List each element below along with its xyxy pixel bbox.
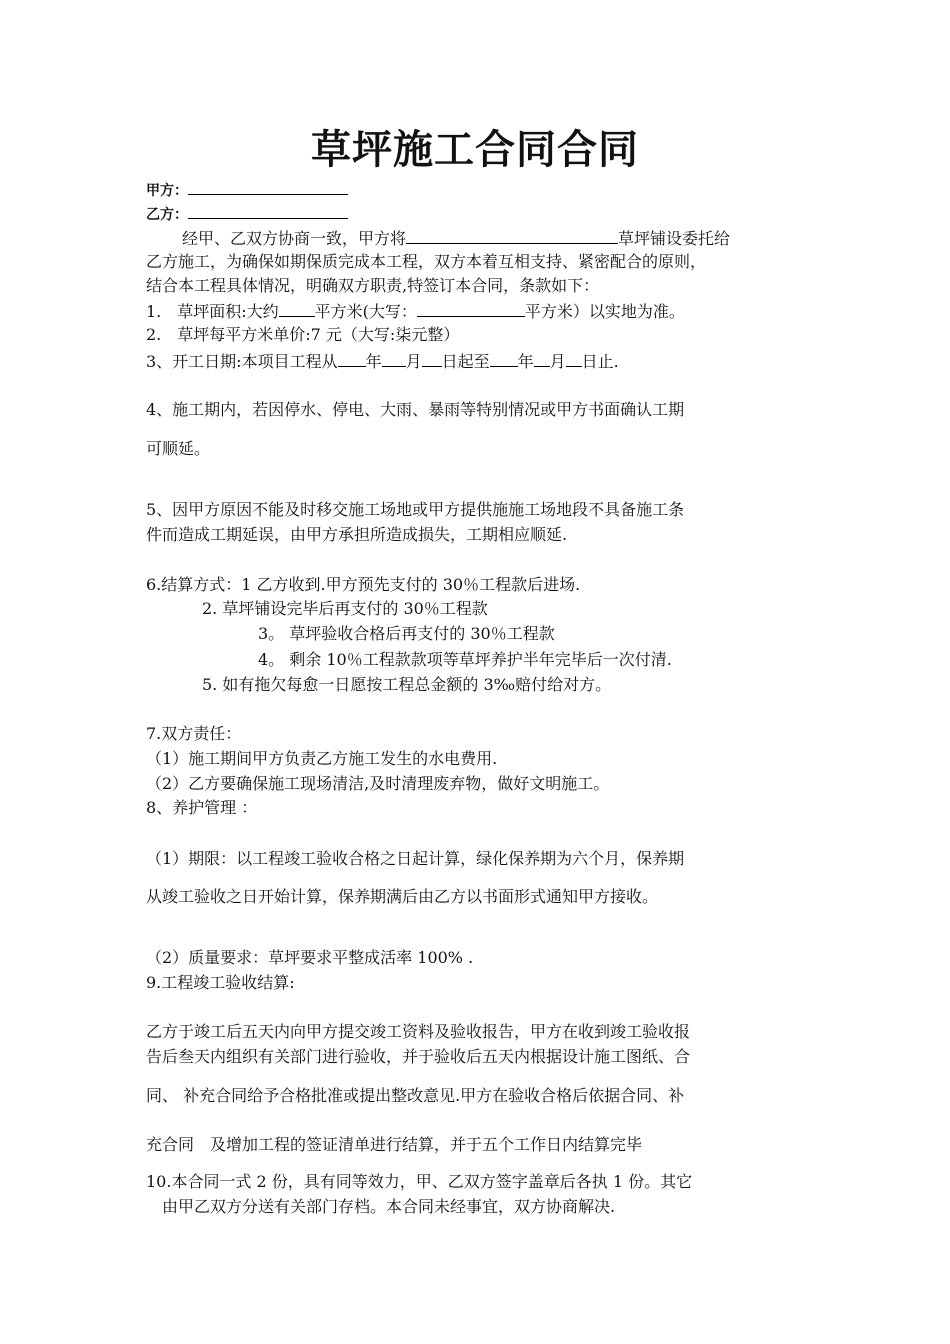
intro-text-b: 草坪铺设委托给 (618, 229, 731, 248)
clause-3-to: 日起至 (441, 352, 490, 371)
clause-6-line-2: 2. 草坪铺设完毕后再支付的 30％工程款 (202, 599, 488, 618)
party-b-blank (188, 201, 348, 219)
party-a-label: 甲方： (146, 183, 188, 199)
clause-3-text-a: 3、开工日期:本项目工程从 (146, 352, 338, 371)
intro-line-2: 乙方施工，为确保如期保质完成本工程，双方本着互相支持、紧密配合的原则， (146, 252, 707, 271)
end-month-blank (534, 349, 550, 367)
clause-7-item-1: （1）施工期间甲方负责乙方施工发生的水电费用. (146, 749, 498, 768)
area-capital-blank (417, 299, 525, 317)
clause-6-line-1: 6.结算方式：1 乙方收到.甲方预先支付的 30％工程款后进场. (146, 575, 581, 594)
clause-1-text-c: 平方米）以实地为准。 (524, 302, 685, 321)
party-b-line (146, 201, 348, 226)
clause-9-line-2: 告后叁天内组织有关部门进行验收，并于验收后五天内根据设计施工图纸、合 (146, 1047, 691, 1066)
clause-4-line-2: 可顺延。 (146, 439, 211, 458)
start-month-blank (382, 349, 406, 367)
clause-3-year: 年 (365, 352, 382, 371)
clause-8-item-2: （2）质量要求：草坪要求平整成活率 100% . (146, 948, 474, 967)
party-b-label: 乙方： (146, 207, 188, 223)
clause-3-end: 日止. (581, 352, 619, 371)
clause-6-line-3: 3。 草坪验收合格后再支付的 30％工程款 (258, 624, 555, 643)
intro-line-3: 结合本工程具体情况，明确双方职责,特签订本合同，条款如下： (146, 276, 600, 295)
party-a-blank (188, 177, 348, 195)
document-title: 草坪施工合同合同 (311, 126, 639, 173)
clause-10-line-1: 10.本合同一式 2 份，具有同等效力，甲、乙双方签字盖章后各执 1 份。其它 (146, 1172, 693, 1191)
clause-7-item-2: （2）乙方要确保施工现场清洁,及时清理废弃物，做好文明施工。 (146, 774, 610, 793)
clause-1-text-a: 1. 草坪面积:大约 (146, 302, 279, 321)
clause-4-line-1: 4、施工期内，若因停水、停电、大雨、暴雨等特别情况或甲方书面确认工期 (146, 400, 685, 419)
clause-9-line-3: 同、 补充合同给予合格批准或提出整改意见.甲方在验收合格后依据合同、补 (146, 1086, 685, 1105)
clause-8-heading: 8、养护管理 ： (146, 798, 258, 817)
clause-6-line-5: 5. 如有拖欠每愈一日愿按工程总金额的 3‰赔付给对方。 (202, 675, 612, 694)
intro-line-1 (182, 226, 730, 250)
clause-10-line-2: 由甲乙双方分送有关部门存档。本合同未经事宜，双方协商解决. (146, 1197, 616, 1216)
end-year-blank (490, 349, 518, 367)
clause-7-heading: 7.双方责任： (146, 724, 242, 743)
party-a-line (146, 177, 348, 202)
clause-9-line-4: 充合同 及增加工程的签证清单进行结算，并于五个工作日内结算完毕 (146, 1135, 643, 1154)
clause-8-item-1-line-2: 从竣工验收之日开始计算，保养期满后由乙方以书面形式通知甲方接收。 (146, 887, 659, 906)
start-day-blank (422, 349, 442, 367)
area-blank (279, 299, 315, 317)
clause-3-end-year: 年 (517, 352, 534, 371)
clause-6-line-4: 4。 剩余 10％工程款款项等草坪养护半年完毕后一次付清. (258, 650, 672, 669)
clause-9-heading: 9.工程竣工验收结算: (146, 973, 295, 992)
intro-text-a: 经甲、乙双方协商一致，甲方将 (182, 229, 407, 248)
clause-9-line-1: 乙方于竣工后五天内向甲方提交竣工资料及验收报告，甲方在收到竣工验收报 (146, 1022, 691, 1041)
clause-3 (146, 349, 619, 373)
clause-1 (146, 299, 685, 323)
clause-5-line-1: 5、因甲方原因不能及时移交施工场地或甲方提供施施工场地段不具备施工条 (146, 500, 685, 519)
clause-8-item-1-line-1: （1）期限：以工程竣工验收合格之日起计算，绿化保养期为六个月，保养期 (146, 849, 685, 868)
clause-2: 2. 草坪每平方米单价:7 元（大写:柒元整） (146, 325, 460, 344)
clause-5-line-2: 件而造成工期延误，由甲方承担所造成损失，工期相应顺延. (146, 525, 568, 544)
clause-1-text-b: 平方米(大写： (314, 302, 417, 321)
end-day-blank (566, 349, 582, 367)
start-year-blank (338, 349, 366, 367)
project-blank (406, 226, 618, 244)
clause-3-month: 月 (405, 352, 422, 371)
clause-3-end-month: 月 (549, 352, 566, 371)
